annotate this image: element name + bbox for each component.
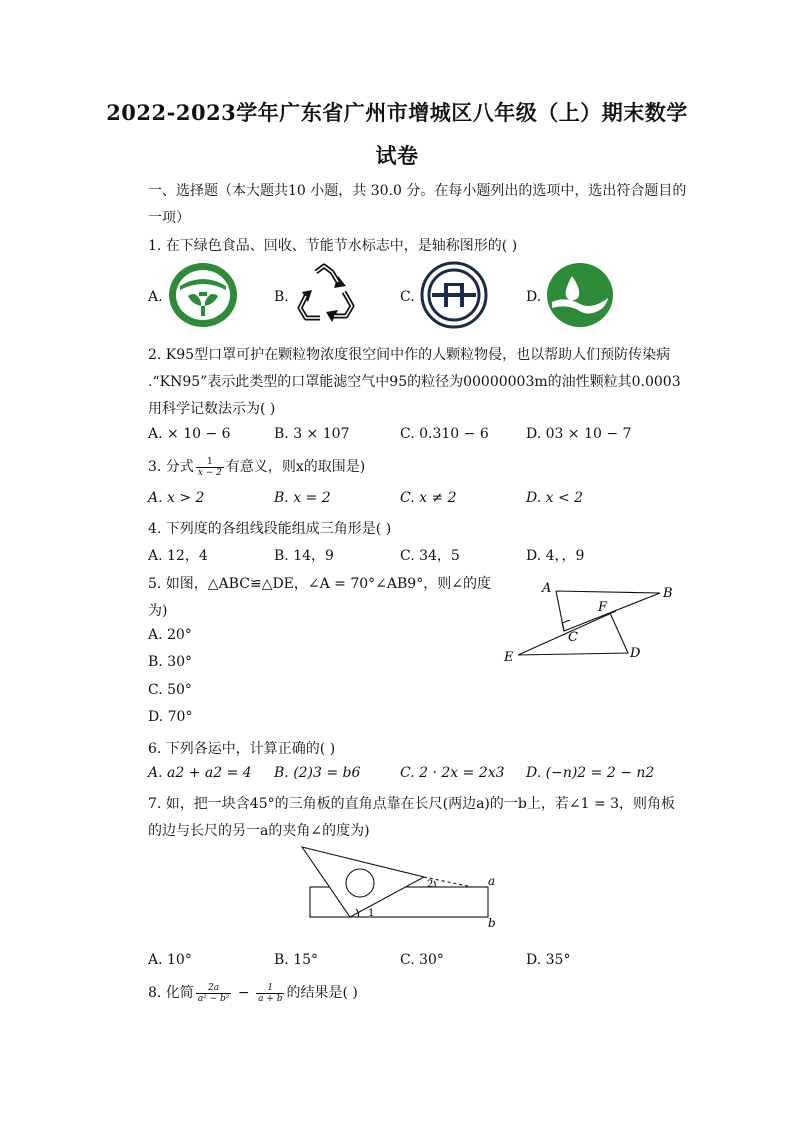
q8-fraction-2-numerator: 1 bbox=[256, 983, 284, 994]
triangle-abc bbox=[556, 591, 660, 631]
q5-option-b: B. 30° bbox=[148, 654, 193, 670]
q1-option-b: B. bbox=[274, 289, 289, 305]
set-square bbox=[302, 847, 424, 917]
q5-option-c: C. 50° bbox=[148, 682, 192, 698]
q6-option-d: D. (−n)2 = 2 − n2 bbox=[526, 765, 655, 781]
q3-suffix: 有意义，则x的取围是) bbox=[225, 459, 366, 475]
label-d: D bbox=[630, 646, 641, 661]
q6-option-c: C. 2 · 2x = 2x3 bbox=[400, 765, 505, 781]
q8-fraction-2 bbox=[256, 983, 284, 1004]
q3-prefix: 3. 分式 bbox=[148, 459, 194, 475]
q4-option-d: D. 4，，9 bbox=[526, 548, 585, 564]
q7-option-a: A. 10° bbox=[148, 952, 192, 968]
q7-option-c: C. 30° bbox=[400, 952, 444, 968]
q8-fraction-1 bbox=[196, 983, 232, 1004]
question-3-text bbox=[148, 456, 365, 478]
label-b-edge: b bbox=[488, 916, 496, 930]
q3-option-d: D. x < 2 bbox=[526, 490, 584, 506]
q5-option-a: A. 20° bbox=[148, 627, 192, 643]
question-5-line1: 5. 如图，△ABC≌△DE，∠A = 70°∠AB9°，则∠的度 bbox=[148, 576, 491, 592]
q2-option-b: B. 3 × 107 bbox=[274, 426, 350, 442]
q3-option-a: A. x > 2 bbox=[148, 490, 205, 506]
q1-option-a: A. bbox=[148, 289, 163, 305]
label-c: C bbox=[568, 630, 578, 645]
question-4-text: 4. 下列度的各组线段能组成三角形是( ) bbox=[148, 521, 392, 537]
angle-2-label: 2 bbox=[427, 879, 434, 890]
q2-option-d: D. 03 × 10 − 7 bbox=[526, 426, 632, 442]
q8-minus: − bbox=[233, 985, 255, 1001]
green-food-logo-icon bbox=[168, 262, 238, 328]
label-a-edge: a bbox=[488, 874, 496, 888]
question-5-line2: 为) bbox=[148, 603, 168, 619]
q7-option-b: B. 15° bbox=[274, 952, 319, 968]
label-a: A bbox=[542, 581, 552, 596]
question-7-line2: 的边与长尺的另一a的夹角∠的度为) bbox=[148, 823, 370, 839]
page-title: 2022-2023学年广东省广州市增城区八年级（上）期末数学 bbox=[106, 100, 688, 125]
q2-option-c: C. 0.310 − 6 bbox=[400, 426, 489, 442]
q3-option-c: C. x ≠ 2 bbox=[400, 490, 457, 506]
page-title-continued: 试卷 bbox=[375, 143, 419, 168]
q7-option-d: D. 35° bbox=[526, 952, 571, 968]
angle-1-label: 1 bbox=[368, 908, 375, 919]
question-2-line3: 用科学记数法示为( ) bbox=[148, 401, 276, 417]
q1-option-d: D. bbox=[526, 289, 542, 305]
recycle-logo-icon bbox=[294, 262, 360, 326]
q8-fraction-1-denominator: a² − b² bbox=[197, 993, 230, 1004]
section-heading-continued: 一项） bbox=[148, 210, 190, 226]
q5-option-d: D. 70° bbox=[148, 709, 193, 725]
q3-fraction bbox=[196, 457, 224, 478]
label-e: E bbox=[504, 650, 514, 665]
label-f: F bbox=[598, 600, 608, 615]
question-7-line1: 7. 如，把一块含45°的三角板的直角点靠在长尺(两边a)的一b上，若∠1 = 3，则角板 bbox=[148, 796, 676, 812]
q5-triangle-figure bbox=[498, 575, 688, 670]
q6-option-b: B. (2)3 = b6 bbox=[274, 765, 361, 781]
label-b: B bbox=[663, 586, 673, 601]
q8-prefix: 8. 化简 bbox=[148, 985, 194, 1001]
q8-suffix: 的结果是( ) bbox=[286, 985, 358, 1001]
water-saving-logo-icon bbox=[546, 262, 614, 328]
q3-fraction-numerator: 1 bbox=[196, 457, 224, 468]
q4-option-a: A. 12，4 bbox=[148, 548, 208, 564]
question-6-text: 6. 下列各运中，计算正确的( ) bbox=[148, 741, 336, 757]
q8-fraction-1-numerator: 2a bbox=[196, 983, 232, 994]
question-1-text: 1. 在下绿色食品、回收、节能节水标志中，是轴称图形的( ) bbox=[148, 238, 518, 254]
q8-fraction-2-denominator: a + b bbox=[258, 993, 283, 1004]
q4-option-c: C. 34，5 bbox=[400, 548, 460, 564]
question-2-line2: .“KN95”表示此类型的口罩能滤空气中95的粒径为00000003m的油性颗粒其0.0003 bbox=[148, 374, 681, 390]
energy-saving-logo-icon bbox=[420, 261, 488, 329]
q1-option-c: C. bbox=[400, 289, 415, 305]
section-heading: 一、选择题（本大题共10 小题，共 30.0 分。在每小题列出的选项中，选出符合题目的 bbox=[148, 183, 687, 199]
q3-fraction-denominator: x − 2 bbox=[197, 467, 222, 478]
q7-ruler-triangle-figure bbox=[296, 843, 506, 933]
q3-option-b: B. x = 2 bbox=[274, 490, 331, 506]
q6-option-a: A. a2 + a2 = 4 bbox=[148, 765, 252, 781]
question-2-line1: 2. K95型口罩可护在颗粒物浓度很空间中作的人颗粒物侵，也以帮助人们预防传染病 bbox=[148, 347, 671, 363]
question-8-text bbox=[148, 982, 358, 1004]
q4-option-b: B. 14，9 bbox=[274, 548, 334, 564]
q2-option-a: A. × 10 − 6 bbox=[148, 426, 231, 442]
